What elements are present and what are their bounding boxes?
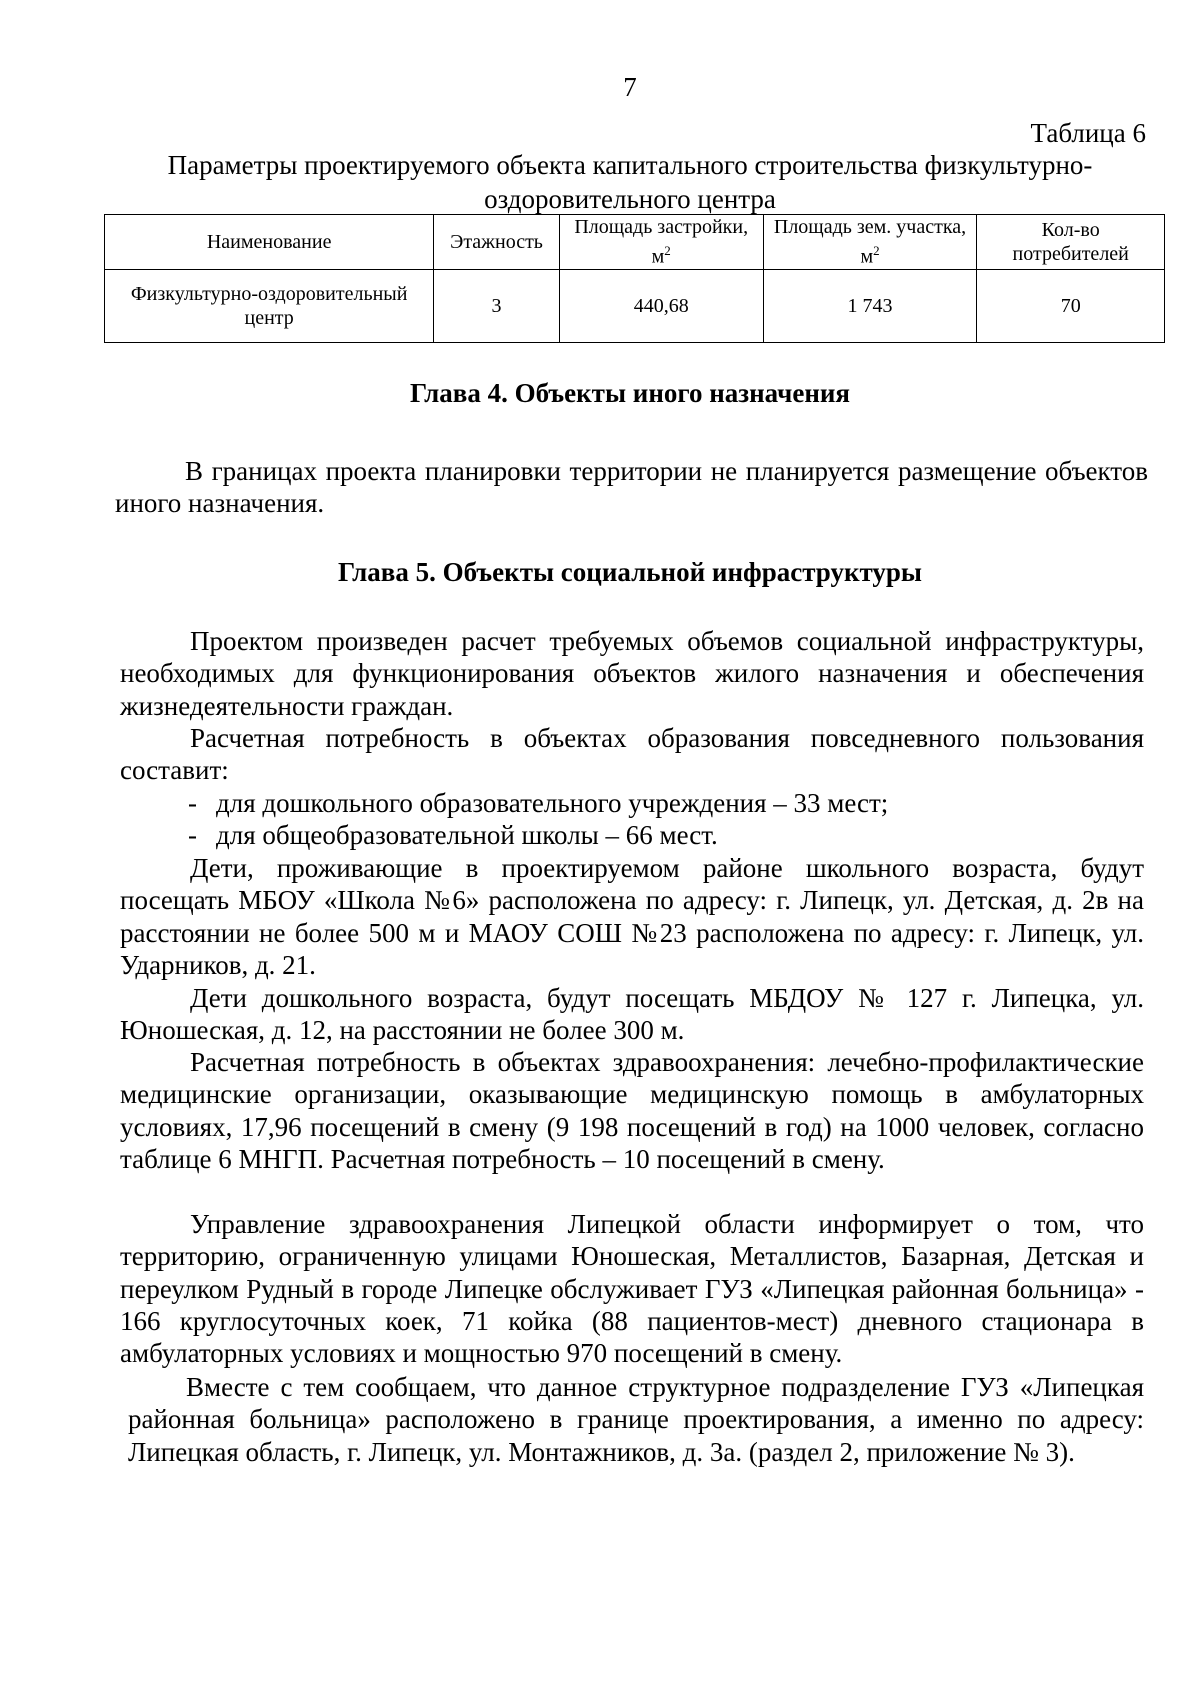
header-building-area: Площадь застройки, $м^2$ bbox=[559, 215, 763, 270]
paragraph-healthcare-need: Расчетная потребность в объектах здравоохранения: лечебно-профилактические медицинские организации, оказывающие медицинскую помощь в амбулаторных условиях, 17,96 посещений в смену (9 198 посещений в год) на 1000 человек, согласно таблице 6 МНГП. Расчетная потребность – 10 посещений в смену. bbox=[120, 1047, 1144, 1174]
list-item: - для общеобразовательной школы – 66 мест. bbox=[188, 820, 718, 851]
paragraph-education-need: Расчетная потребность в объектах образования повседневного пользования составит: bbox=[120, 723, 1144, 786]
page-number: 7 bbox=[623, 72, 637, 102]
dash-marker: - bbox=[188, 788, 197, 818]
paragraph-preschool-children: Дети дошкольного возраста, будут посещать МБДОУ № 127 г. Липецка, ул. Юношеская, д. 12, на расстоянии не более 300 м. bbox=[120, 983, 1144, 1046]
cell-building-area: 440,68 bbox=[559, 269, 763, 342]
education-need-list bbox=[188, 787, 1148, 852]
chapter-4-heading: Глава 4. Объекты иного назначения bbox=[409, 378, 851, 408]
cell-land-area: 1 743 bbox=[763, 269, 977, 342]
object-parameters-table bbox=[104, 214, 1165, 343]
paragraph-calculation: Проектом произведен расчет требуемых объемов социальной инфраструктуры, необходимых для функционирования объектов жилого назначения и обеспечения жизнедеятельности граждан. bbox=[120, 626, 1144, 721]
chapter-4-paragraph: В границах проекта планировки территории не планируется размещение объектов иного назначения. bbox=[115, 456, 1148, 519]
table-header-row bbox=[105, 215, 1165, 270]
header-consumers: Кол-во потребителей bbox=[977, 215, 1165, 270]
table-label: Таблица 6 bbox=[1030, 118, 1146, 148]
list-item: - для дошкольного образовательного учреждения – 33 мест; bbox=[188, 788, 889, 818]
dash-marker: - bbox=[188, 820, 197, 851]
table-caption: Параметры проектируемого объекта капитального строительства физкультурно-оздоровительного центра bbox=[167, 150, 1093, 214]
cell-name: Физкультурно-оздоровительный центр bbox=[105, 269, 434, 342]
header-name: Наименование bbox=[105, 215, 434, 270]
cell-floors: 3 bbox=[434, 269, 559, 342]
chapter-5-heading: Глава 5. Объекты социальной инфраструктуры bbox=[337, 557, 923, 587]
paragraph-school-children: Дети, проживающие в проектируемом районе школьного возраста, будут посещать МБОУ «Школа №6» расположена по адресу: г. Липецк, ул. Детская, д. 2в на расстоянии не более 500 м и МАОУ СОШ №23 расположена по адресу: г. Липецк, ул. Ударников, д. 21. bbox=[120, 853, 1144, 980]
paragraph-healthcare-authority: Управление здравоохранения Липецкой области информирует о том, что территорию, ограниченную улицами Юношеская, Металлистов, Базарная, Детская и переулком Рудный в городе Липецке обслуживает ГУЗ «Липецкая районная больница» - 166 круглосуточных коек, 71 койка (88 пациентов-мест) дневного стационара в амбулаторных условиях и мощностью 970 посещений в смену. bbox=[120, 1209, 1144, 1369]
table-row bbox=[105, 269, 1165, 342]
cell-consumers: 70 bbox=[977, 269, 1165, 342]
header-land-area: Площадь зем. участка, $м^2$ bbox=[763, 215, 977, 270]
paragraph-hospital-location: Вместе с тем сообщаем, что данное структурное подразделение ГУЗ «Липецкая районная больница» расположено в границе проектирования, а именно по адресу: Липецкая область, г. Липецк, ул. Монтажников, д. 3а. (раздел 2, приложение № 3). bbox=[128, 1372, 1144, 1467]
header-floors: Этажность bbox=[434, 215, 559, 270]
